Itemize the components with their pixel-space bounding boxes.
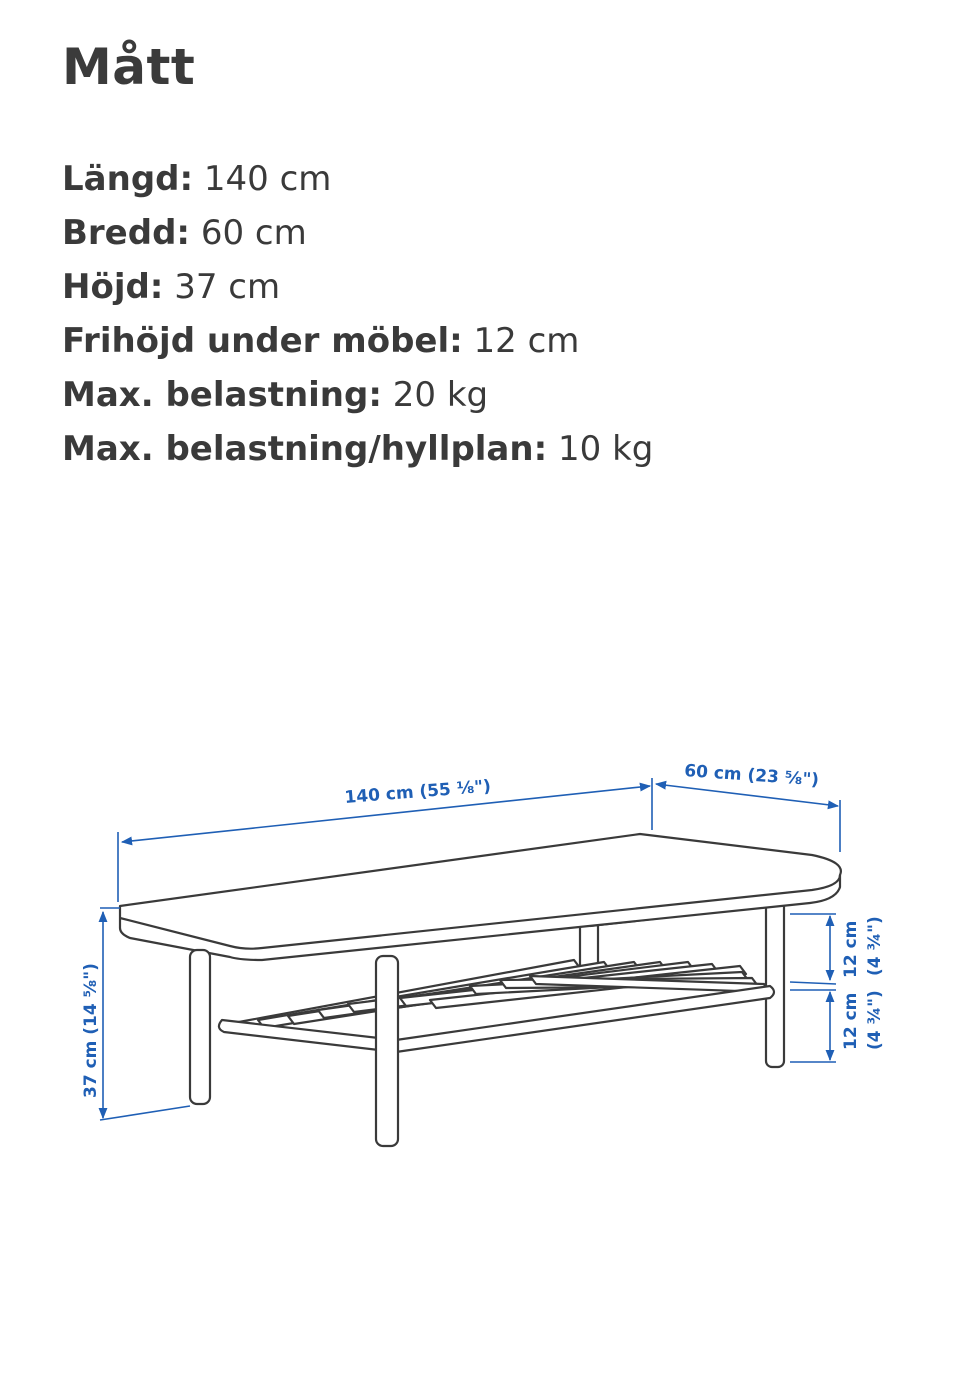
clearance-lower-in-label: (4 ¾") [865, 990, 885, 1050]
spec-label: Bredd: [62, 213, 191, 253]
spec-label: Max. belastning/hyllplan: [62, 429, 548, 469]
page-title: Mått [62, 38, 196, 96]
table-leg-back-right [766, 895, 784, 1067]
spec-value: 37 cm [174, 267, 281, 307]
spec-row-width [62, 206, 653, 260]
spec-value: 140 cm [203, 159, 332, 199]
spec-value: 60 cm [200, 213, 307, 253]
table-leg-front-right [376, 956, 398, 1146]
table-drawing [120, 834, 841, 1146]
table-leg-front-left [190, 950, 210, 1104]
height-dimension-label: 37 cm (14 ⅝") [81, 963, 101, 1098]
spec-value: 10 kg [558, 429, 654, 469]
clearance-lower-cm-label: 12 cm [841, 992, 861, 1050]
clearance-upper-cm-label: 12 cm [841, 920, 861, 978]
spec-row-length [62, 152, 653, 206]
clearance-upper-in-label: (4 ¾") [865, 916, 885, 976]
spec-row-clearance [62, 314, 653, 368]
spec-row-max-load [62, 368, 653, 422]
spec-value: 12 cm [473, 321, 580, 361]
spec-label: Frihöjd under möbel: [62, 321, 463, 361]
table-dimension-diagram [0, 740, 960, 1200]
spec-label: Max. belastning: [62, 375, 382, 415]
spec-row-height [62, 260, 653, 314]
width-dimension-label: 60 cm (23 ⅝") [683, 761, 820, 791]
shelf-slats [228, 960, 768, 1032]
table-top-surface [120, 834, 841, 960]
spec-label: Längd: [62, 159, 194, 199]
dimension-specs-list [62, 152, 653, 476]
length-dimension-label: 140 cm (55 ⅛") [343, 776, 492, 808]
spec-label: Höjd: [62, 267, 164, 307]
spec-value: 20 kg [392, 375, 489, 415]
spec-row-max-load-shelf [62, 422, 653, 476]
